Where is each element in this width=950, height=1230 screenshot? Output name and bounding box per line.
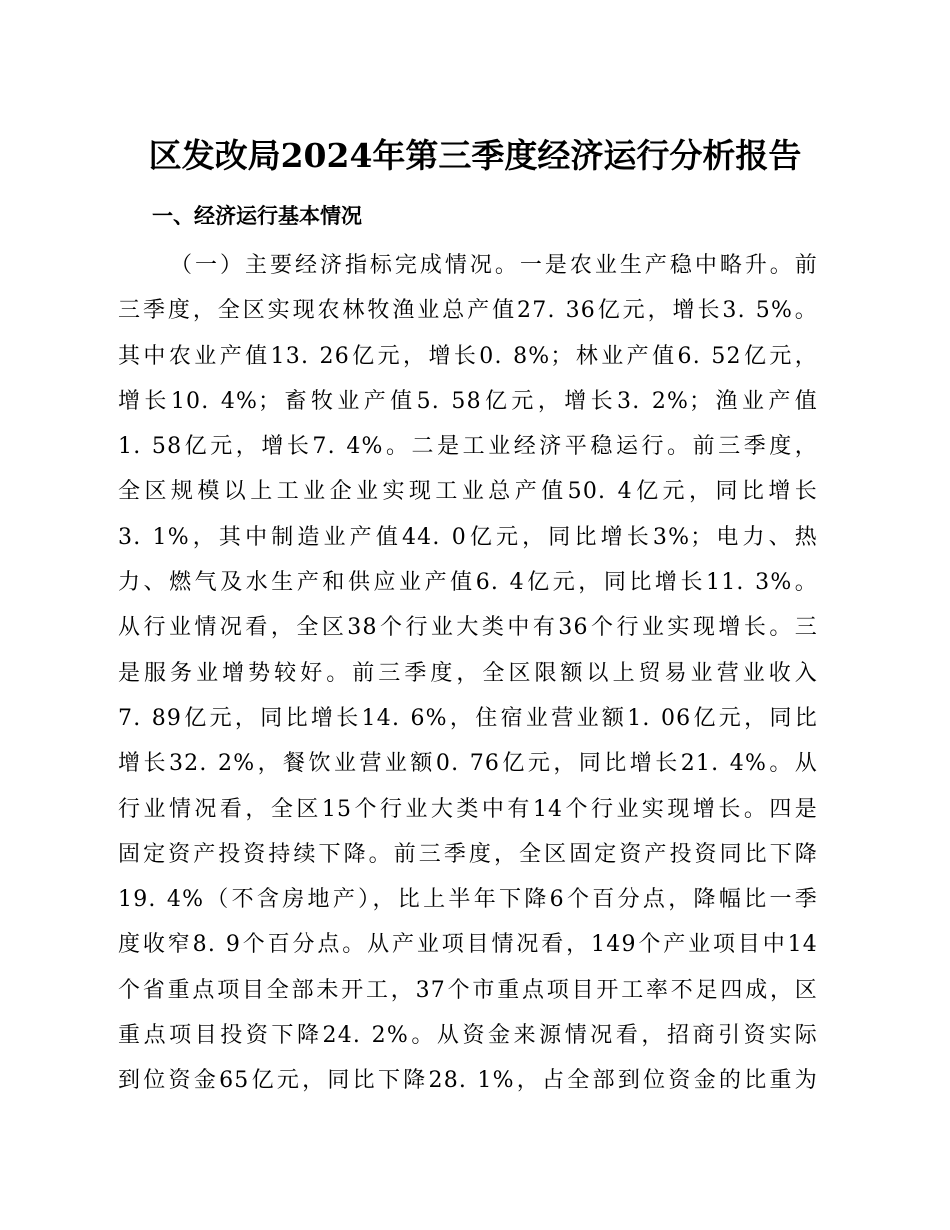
body-text: [118, 243, 818, 1104]
text-line: 3. 1%，其中制造业产值44. 0亿元，同比增长3%；电力、热: [118, 524, 818, 550]
text-line: （一）主要经济指标完成情况。一是农业生产稳中略升。前: [170, 253, 818, 278]
text-line: 度收窄8. 9个百分点。从产业项目情况看，149个产业项目中14: [118, 932, 818, 958]
text-line: 从行业情况看，全区38个行业大类中有36个行业实现增长。三: [118, 615, 818, 641]
text-line: 其中农业产值13. 26亿元，增长0. 8%；林业产值6. 52亿元，: [118, 343, 818, 369]
text-line: 个省重点项目全部未开工，37个市重点项目开工率不足四成，区: [118, 977, 818, 1003]
text-line: 增长10. 4%；畜牧业产值5. 58亿元，增长3. 2%；渔业产值: [118, 388, 818, 414]
text-line: 三季度，全区实现农林牧渔业总产值27. 36亿元，增长3. 5%。: [118, 298, 818, 324]
text-line: 行业情况看，全区15个行业大类中有14个行业实现增长。四是: [118, 796, 818, 822]
text-line: 7. 89亿元，同比增长14. 6%，住宿业营业额1. 06亿元，同比: [118, 705, 818, 731]
text-line: 到位资金65亿元，同比下降28. 1%，占全部到位资金的比重为: [118, 1068, 818, 1094]
text-line: 全区规模以上工业企业实现工业总产值50. 4亿元，同比增长: [118, 479, 818, 505]
text-line: 固定资产投资持续下降。前三季度，全区固定资产投资同比下降: [118, 841, 818, 867]
text-line: 重点项目投资下降24. 2%。从资金来源情况看，招商引资实际: [118, 1023, 818, 1049]
text-line: 是服务业增势较好。前三季度，全区限额以上贸易业营业收入: [118, 660, 818, 686]
text-line: 增长32. 2%，餐饮业营业额0. 76亿元，同比增长21. 4%。从: [118, 751, 818, 777]
text-line: 力、燃气及水生产和供应业产值6. 4亿元，同比增长11. 3%。: [118, 570, 818, 596]
section-heading: 一、经济运行基本情况: [152, 204, 362, 228]
text-line: 1. 58亿元，增长7. 4%。二是工业经济平稳运行。前三季度，: [118, 434, 818, 460]
text-line: 19. 4%（不含房地产），比上半年下降6个百分点，降幅比一季: [118, 887, 818, 913]
document-title: 区发改局2024年第三季度经济运行分析报告: [148, 136, 802, 175]
